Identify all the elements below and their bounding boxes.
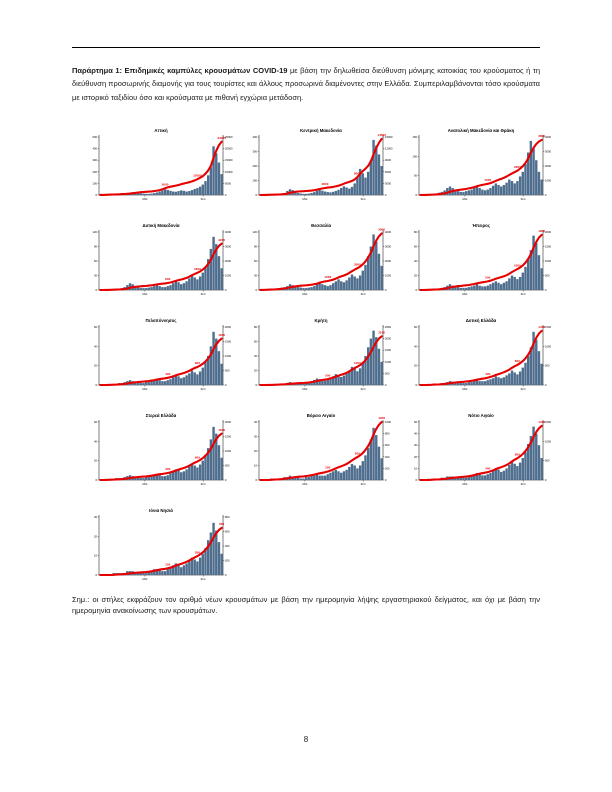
cumulative-milestone-label: 1200 [353,361,361,366]
chart-cell-5 [245,220,397,298]
y-axis-right-ticks [543,325,551,387]
header-rule [72,47,540,48]
svg-text:20: 20 [414,456,417,460]
svg-text:Σεπ: Σεπ [520,387,526,392]
cumulative-milestone-label: 1600 [218,428,226,433]
y-axis-right-ticks [543,135,551,197]
svg-text:40: 40 [414,260,417,264]
svg-text:12000: 12000 [385,147,393,151]
svg-text:500: 500 [545,274,550,278]
y-axis-left-ticks [254,420,259,482]
svg-text:120: 120 [252,231,257,235]
svg-text:Σεπ: Σεπ [200,387,206,392]
svg-text:0: 0 [95,574,97,578]
chart-title: Νότιο Αιγαίο [468,413,494,419]
svg-text:Μαϊ: Μαϊ [142,292,148,297]
svg-text:100: 100 [252,179,257,183]
svg-text:4000: 4000 [225,231,231,235]
y-axis-right-ticks [223,135,233,197]
svg-text:2000: 2000 [225,260,231,264]
svg-text:Σεπ: Σεπ [360,292,366,297]
cumulative-milestone-label: 2100 [378,330,386,335]
svg-text:40: 40 [414,345,417,349]
svg-text:0: 0 [545,479,547,483]
svg-text:Μαϊ: Μαϊ [142,387,148,392]
svg-text:3000: 3000 [385,182,391,186]
svg-text:Σεπ: Σεπ [520,197,526,202]
svg-text:10: 10 [414,467,417,471]
svg-text:20: 20 [254,369,257,373]
svg-text:15000: 15000 [385,136,393,140]
cumulative-milestone-label: 3900 [378,227,386,232]
svg-text:0: 0 [255,384,257,388]
svg-text:Σεπ: Σεπ [200,577,206,582]
svg-text:0: 0 [415,194,417,198]
chart-title: Αττική [154,128,168,134]
svg-text:1500: 1500 [385,349,391,353]
cumulative-milestone-label: 800 [514,359,520,364]
y-axis-right-ticks [543,420,551,482]
svg-text:60: 60 [94,260,97,264]
svg-text:1000: 1000 [545,260,551,264]
svg-text:600: 600 [385,444,390,448]
svg-text:0: 0 [545,289,547,293]
svg-text:0: 0 [385,194,387,198]
svg-text:0: 0 [95,384,97,388]
chart-plot [85,410,237,488]
y-axis-left-ticks [93,135,99,197]
svg-text:Σεπ: Σεπ [520,482,526,487]
y-axis-left-ticks [253,135,259,197]
svg-text:1500: 1500 [225,435,231,439]
svg-text:600: 600 [225,530,230,534]
svg-text:0: 0 [225,194,227,198]
chart-cell-6 [405,220,557,298]
svg-text:20000: 20000 [225,147,233,151]
svg-text:Μαϊ: Μαϊ [142,577,148,582]
cumulative-milestone-label: 1000 [513,263,521,268]
svg-text:0: 0 [225,384,227,388]
chart-cell-12 [405,410,557,488]
x-axis-ticks [463,290,526,296]
svg-text:150: 150 [412,136,417,140]
svg-text:4000: 4000 [385,231,391,235]
svg-text:200: 200 [92,171,97,175]
chart-title: Πελοπόννησος [145,318,177,324]
svg-text:Μαϊ: Μαϊ [142,482,148,487]
svg-text:500: 500 [92,136,97,140]
appendix-caption-body: με βάση την δηλωθείσα διεύθυνση μόνιμης κατοικίας του κρούσματος ή τη διεύθυνση προσωρινής διαμονής για τους τουρίστες και άλλους προσωρινά διαμένοντες στην Ελλάδα. Συμπεριλαμβάνονται τόσο κρούσματα με ιστορικό ταξιδίου όσο και κρούσματα με πιθανή εγχώρια μετάδοση. [72,66,540,102]
svg-text:Μαϊ: Μαϊ [142,197,148,202]
y-axis-right-ticks [383,230,391,292]
footnote-lead: Σημ.: [72,595,90,605]
svg-text:3000: 3000 [225,245,231,249]
svg-text:0: 0 [225,289,227,293]
svg-text:400: 400 [92,147,97,151]
svg-text:60: 60 [254,260,257,264]
svg-text:90: 90 [94,245,97,249]
chart-cell-9 [405,315,557,393]
svg-text:Σεπ: Σεπ [360,197,366,202]
cumulative-milestone-label: 3000 [321,182,329,187]
svg-text:15000: 15000 [225,159,233,163]
svg-text:100: 100 [92,182,97,186]
svg-text:40: 40 [94,440,97,444]
cumulative-milestone-label: 3800 [538,134,546,139]
svg-text:9000: 9000 [385,159,391,163]
svg-text:1000: 1000 [385,361,391,365]
cumulative-milestone-label: 900 [194,455,200,460]
svg-text:60: 60 [254,340,257,344]
x-axis-ticks [303,385,366,391]
svg-text:500: 500 [545,364,550,368]
svg-text:500: 500 [225,369,230,373]
cumulative-milestone-label: 800 [165,277,171,282]
chart-title: Δυτική Ελλάδα [465,318,497,324]
svg-text:50: 50 [414,174,417,178]
svg-text:Σεπ: Σεπ [200,292,206,297]
svg-text:0: 0 [225,479,227,483]
svg-text:20: 20 [414,364,417,368]
svg-text:500: 500 [545,459,550,463]
cumulative-milestone-label: 1600 [218,333,226,338]
charts-grid [85,125,551,583]
svg-text:2000: 2000 [385,260,391,264]
cumulative-milestone-label: 500 [325,373,331,378]
svg-text:1000: 1000 [225,274,231,278]
x-axis-ticks [143,480,206,486]
svg-text:0: 0 [95,194,97,198]
daily-cases-bars [107,332,226,385]
svg-text:20: 20 [414,274,417,278]
cumulative-milestone-label: 1400 [538,420,546,425]
svg-text:40: 40 [414,432,417,436]
svg-text:1000: 1000 [385,421,391,425]
svg-text:1000: 1000 [545,440,551,444]
svg-text:0: 0 [385,289,387,293]
svg-text:Μαϊ: Μαϊ [302,387,308,392]
chart-cell-3 [405,125,557,203]
cumulative-milestone-label: 1400 [538,325,546,330]
svg-text:30: 30 [254,435,257,439]
chart-cell-10 [85,410,237,488]
y-axis-right-ticks [543,230,551,292]
svg-text:800: 800 [385,432,390,436]
svg-text:60: 60 [414,245,417,249]
chart-plot [245,125,397,203]
cumulative-milestone-label: 650 [219,522,225,527]
cumulative-milestone-label: 150 [165,562,171,567]
svg-text:30: 30 [254,274,257,278]
svg-text:Σεπ: Σεπ [200,197,206,202]
chart-cell-4 [85,220,237,298]
chart-plot [405,125,557,203]
cumulative-milestone-label: 250 [325,465,331,470]
svg-text:1000: 1000 [225,355,231,359]
chart-cell-11 [245,410,397,488]
cumulative-milestone-label: 12000 [193,173,202,178]
svg-text:500: 500 [385,372,390,376]
cumulative-milestone-label: 350 [194,550,200,555]
chart-plot [405,220,557,298]
svg-text:50: 50 [414,421,417,425]
cumulative-milestone-label: 400 [165,467,171,472]
svg-text:1500: 1500 [545,326,551,330]
chart-plot [85,505,237,583]
chart-title: Κεντρική Μακεδονία [300,128,342,134]
chart-plot [245,220,397,298]
cumulative-milestone-label: 1900 [538,229,546,234]
x-axis-ticks [303,480,366,486]
svg-text:0: 0 [385,384,387,388]
daily-cases-bars [105,427,226,480]
y-axis-left-ticks [93,230,99,292]
appendix-caption [72,64,540,104]
svg-text:1000: 1000 [545,179,551,183]
cumulative-milestone-label: 3200 [218,238,226,243]
svg-text:3000: 3000 [545,150,551,154]
svg-text:500: 500 [225,464,230,468]
svg-text:Σεπ: Σεπ [200,482,206,487]
svg-text:0: 0 [415,479,417,483]
svg-text:3000: 3000 [385,245,391,249]
daily-cases-bars [259,140,383,195]
svg-text:20: 20 [94,535,97,539]
svg-text:Σεπ: Σεπ [520,292,526,297]
svg-text:0: 0 [385,479,387,483]
svg-text:2000: 2000 [545,231,551,235]
svg-text:100: 100 [412,155,417,159]
svg-text:800: 800 [225,516,230,520]
chart-cell-1 [85,125,237,203]
svg-text:10: 10 [94,554,97,558]
chart-title: Στερεά Ελλάδα [145,413,177,419]
cumulative-milestone-label: 1800 [193,267,201,272]
cumulative-milestone-label: 5000 [161,182,169,187]
y-axis-left-ticks [414,230,419,292]
cumulative-milestone-label: 2000 [353,262,361,267]
svg-text:40: 40 [94,345,97,349]
chart-plot [245,315,397,393]
svg-text:400: 400 [252,136,257,140]
svg-text:400: 400 [385,456,390,460]
daily-cases-bars [105,237,226,290]
svg-text:20: 20 [94,364,97,368]
svg-text:5000: 5000 [225,182,231,186]
svg-text:80: 80 [414,231,417,235]
svg-text:Σεπ: Σεπ [360,387,366,392]
cumulative-milestone-label: 1000 [324,275,332,280]
svg-text:10000: 10000 [225,171,233,175]
y-axis-left-ticks [413,135,419,197]
x-axis-ticks [463,385,526,391]
y-axis-right-ticks [383,135,393,197]
chart-cell-7 [85,315,237,393]
svg-text:2000: 2000 [385,337,391,341]
chart-title: Θεσσαλία [310,223,332,229]
footnote-body: οι στήλες εκφράζουν τον αριθμό νέων κρουσμάτων με βάση την ημερομηνία λήψης εργαστηριακού δείγματος, και όχι με βάση την ημερομηνία ανακοίνωσης των κρουσμάτων. [72,595,540,616]
x-axis-ticks [463,195,526,201]
svg-text:Μαϊ: Μαϊ [302,197,308,202]
svg-text:Μαϊ: Μαϊ [302,482,308,487]
svg-text:0: 0 [95,479,97,483]
cumulative-milestone-label: 500 [485,275,491,280]
svg-text:25000: 25000 [225,136,233,140]
svg-text:1500: 1500 [545,245,551,249]
x-axis-ticks [303,195,366,201]
cumulative-milestone-label: 1000 [484,178,492,183]
svg-text:0: 0 [255,479,257,483]
svg-text:400: 400 [225,545,230,549]
svg-text:30: 30 [94,274,97,278]
cumulative-milestone-label: 8000 [353,171,361,176]
y-axis-left-ticks [94,420,99,482]
footnote [72,594,540,616]
daily-cases-bars [99,146,223,195]
svg-text:60: 60 [94,421,97,425]
svg-text:30: 30 [94,516,97,520]
cumulative-milestone-label: 2000 [513,165,521,170]
cumulative-milestone-label: 1000 [378,416,386,421]
svg-text:0: 0 [545,384,547,388]
svg-text:Μαϊ: Μαϊ [302,292,308,297]
chart-title: Ιόνια Νησιά [149,508,173,514]
chart-plot [85,125,237,203]
x-axis-ticks [303,290,366,296]
x-axis-ticks [143,195,206,201]
svg-text:200: 200 [385,467,390,471]
cumulative-milestone-label: 800 [514,452,520,457]
svg-text:1000: 1000 [545,345,551,349]
x-axis-ticks [143,575,206,581]
y-axis-left-ticks [253,230,259,292]
svg-text:Μαϊ: Μαϊ [462,197,468,202]
svg-text:200: 200 [225,559,230,563]
svg-text:2500: 2500 [385,326,391,330]
chart-title: Κρήτη [314,318,328,324]
svg-text:0: 0 [545,194,547,198]
svg-text:80: 80 [254,326,257,330]
cumulative-milestone-label: 900 [194,361,200,366]
y-axis-left-ticks [414,420,419,482]
cumulative-milestone-label: 400 [485,372,491,377]
svg-text:200: 200 [252,165,257,169]
svg-text:Μαϊ: Μαϊ [462,387,468,392]
svg-text:0: 0 [95,289,97,293]
svg-text:2000: 2000 [225,326,231,330]
svg-text:20: 20 [94,459,97,463]
svg-text:40: 40 [254,421,257,425]
svg-text:0: 0 [415,289,417,293]
x-axis-ticks [143,385,206,391]
y-axis-left-ticks [94,515,99,577]
svg-text:10: 10 [254,464,257,468]
chart-title: Δυτική Μακεδονία [142,223,180,229]
chart-title: Ανατολική Μακεδονία και Θράκη [447,128,515,134]
svg-text:Σεπ: Σεπ [360,482,366,487]
x-axis-ticks [463,480,526,486]
y-axis-left-ticks [414,325,419,387]
chart-title: Βόρειο Αιγαίο [306,413,336,419]
chart-plot [405,315,557,393]
y-axis-left-ticks [94,325,99,387]
svg-text:0: 0 [225,574,227,578]
chart-cell-8 [245,315,397,393]
svg-text:4000: 4000 [545,136,551,140]
svg-text:30: 30 [414,444,417,448]
y-axis-right-ticks [383,420,391,482]
x-axis-ticks [143,290,206,296]
svg-text:60: 60 [94,326,97,330]
svg-text:6000: 6000 [385,171,391,175]
y-axis-left-ticks [254,325,259,387]
chart-plot [85,220,237,298]
cumulative-milestone-label: 600 [354,451,360,456]
svg-text:0: 0 [255,289,257,293]
cumulative-milestone-label: 23000 [217,136,226,141]
svg-text:Μαϊ: Μαϊ [462,292,468,297]
svg-text:300: 300 [92,159,97,163]
svg-text:20: 20 [254,450,257,454]
svg-text:1000: 1000 [385,274,391,278]
page-number: 8 [303,735,309,744]
chart-plot [85,315,237,393]
appendix-caption-lead: Παράρτημα 1: Επιδημικές καμπύλες κρουσμάτων COVID-19 [72,66,288,75]
chart-title: Ήπειρος [472,223,490,229]
svg-text:90: 90 [254,245,257,249]
svg-text:300: 300 [252,150,257,154]
cumulative-milestone-label: 400 [165,372,171,377]
svg-text:2000: 2000 [225,421,231,425]
svg-text:1500: 1500 [225,340,231,344]
chart-plot [245,410,397,488]
cumulative-milestone-label: 14500 [377,133,386,138]
chart-plot [405,410,557,488]
svg-text:120: 120 [92,231,97,235]
svg-text:1000: 1000 [225,450,231,454]
svg-text:60: 60 [414,326,417,330]
svg-text:2000: 2000 [545,165,551,169]
svg-text:40: 40 [254,355,257,359]
svg-text:1500: 1500 [545,421,551,425]
svg-text:0: 0 [415,384,417,388]
svg-text:Μαϊ: Μαϊ [462,482,468,487]
cumulative-milestone-label: 400 [485,466,491,471]
svg-text:0: 0 [255,194,257,198]
chart-cell-13 [85,505,237,583]
chart-cell-2 [245,125,397,203]
daily-cases-bars [419,141,543,195]
